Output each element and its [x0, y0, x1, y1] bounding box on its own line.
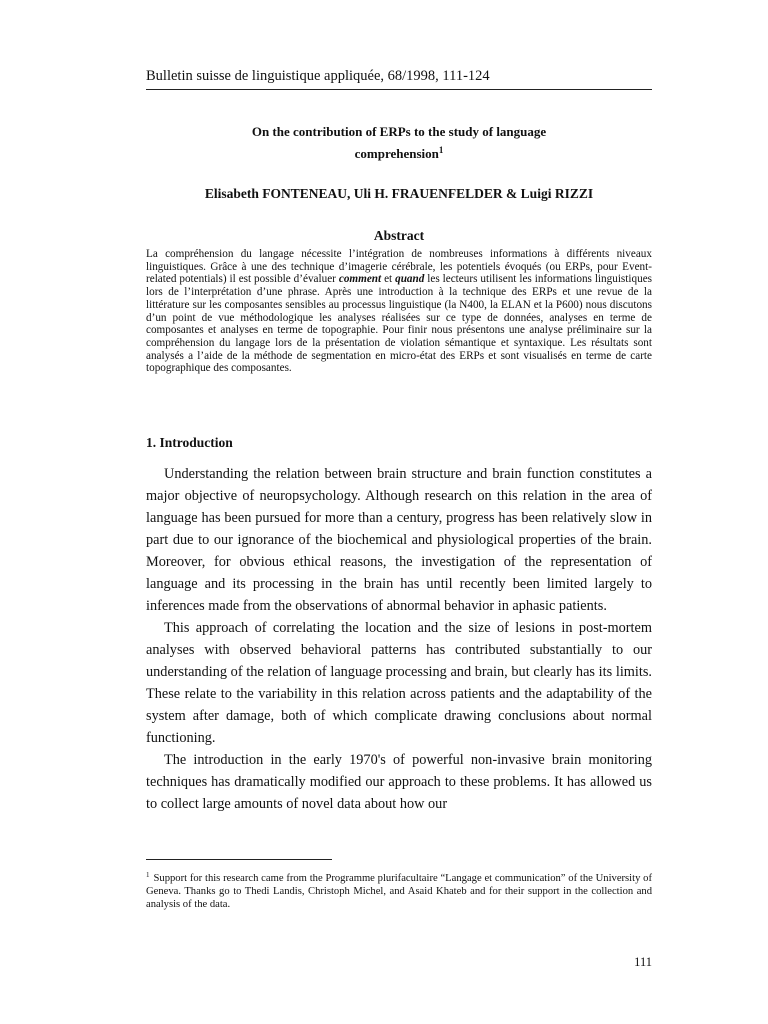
- abstract-emphasis-comment: comment: [338, 273, 382, 286]
- title-footnote-marker[interactable]: 1: [438, 145, 444, 155]
- footnote-marker: 1: [146, 871, 150, 879]
- footnote-divider: [146, 859, 332, 860]
- section-heading-introduction: 1. Introduction: [146, 435, 233, 450]
- body-paragraph-1: Understanding the relation between brain structure and brain function constitutes a major objective of neuropsychology. Although research on this relation in the area of language has been pursued for more than a century, progress has been relatively slow in part due to our ignorance of the biochemical and physiological properties of the brain. Moreover, for obvious ethical reasons, the investigation of the representation of language and its processing in the brain has until recently been limited largely to inferences made from the observations of abnormal behavior in aphasic patients.: [146, 466, 652, 614]
- footnote-text: Support for this research came from the Programme plurifacultaire “Langage et communication” of the University of Geneva. Thanks go to Thedi Landis, Christoph Michel, and Asaid Khateb and for their support in the collection and analysis of the data.: [146, 873, 652, 910]
- paper-title: [146, 121, 652, 165]
- author-list: Elisabeth FONTENEAU, Uli H. FRAUENFELDER & Luigi RIZZI: [204, 186, 594, 201]
- abstract-text-part-1: La compréhension du langage nécessite l’intégration de nombreuses informations à différents niveaux linguistiques. Grâce à une des technique d’imagerie cérébrale, les potentiels évoqués (ou ERPs, pour Event-related potentials) il est possible d’évaluer: [146, 248, 652, 286]
- page-number: 111: [634, 955, 652, 969]
- body-paragraph-2: This approach of correlating the location and the size of lesions in post-mortem analyses with observed behavioral patterns has contributed substantially to our understanding of the relation of language processing and brain, but clearly has its limits. These relate to the variability in this relation across patients and the adaptability of the system after damage, both of which complicate drawing conclusions about normal functioning.: [146, 620, 652, 746]
- paper-title-line-1: On the contribution of ERPs to the study of language: [251, 124, 547, 139]
- abstract-body: [146, 248, 652, 375]
- body-paragraph-3: The introduction in the early 1970's of powerful non-invasive brain monitoring techniques has dramatically modified our approach to these problems. It has allowed us to collect large amounts of novel data about how our: [146, 752, 652, 812]
- paper-title-line-2: [146, 143, 652, 165]
- abstract-text-part-3: les lecteurs utilisent les informations linguistiques lors de l’interprétation d’une phrase. Après une introduction à la technique des ERPs et une revue de la littérature sur les composantes sensibles au processus linguistique (la N400, la ELAN et la P600) nous discutons d’un point de vue méthodologique les analyses réalisées sur ce type de données, analyses en terme de composantes et analyses en terme de topographie. Pour finir nous présentons une analyse préliminaire sur la compréhension du langage lors de la présentation de violation sémantique et syntaxique. Les résultats sont analysés a l’aide de la méthode de segmentation en micro-état des ERPs et sont visualisés en terme de carte topographique des composantes.: [146, 273, 653, 375]
- running-head: Bulletin suisse de linguistique appliquée, 68/1998, 111-124: [146, 68, 652, 90]
- abstract-heading: Abstract: [373, 228, 425, 243]
- introduction-body: [146, 463, 652, 815]
- paper-title-line-2-text: comprehension: [354, 146, 439, 161]
- abstract-emphasis-quand: quand: [395, 273, 425, 286]
- footnote-1: [146, 872, 652, 911]
- abstract-text-part-2: et: [381, 273, 396, 286]
